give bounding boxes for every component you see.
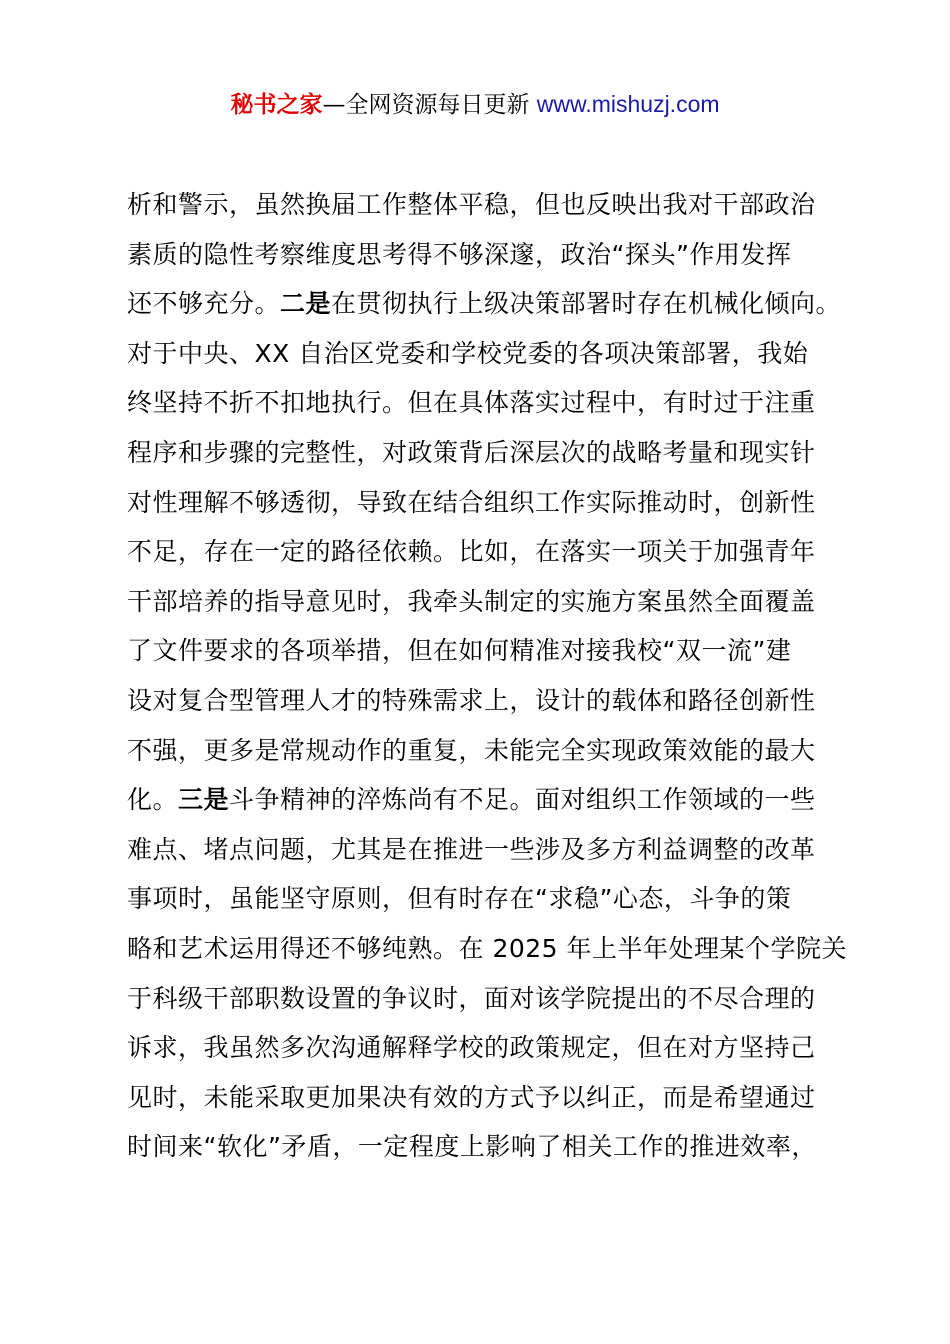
text-segment: 还不够充分。 (127, 289, 281, 319)
text-segment: 终坚持不折不扣地执行。但在具体落实过程中，有时过于注重 (127, 388, 816, 418)
text-segment: 时间来“软化”矛盾，一定程度上影响了相关工作的推进效率， (127, 1132, 817, 1162)
text-line (127, 279, 867, 329)
text-segment: 不强，更多是常规动作的重复，未能完全实现政策效能的最大 (127, 735, 816, 765)
text-line (127, 676, 867, 726)
text-segment: 不足，存在一定的路径依赖。比如，在落实一项关于加强青年 (127, 537, 816, 567)
text-line (127, 230, 867, 280)
site-url-link[interactable]: www.mishuzj.com (536, 91, 720, 117)
text-line (127, 478, 867, 528)
text-segment: 化。 (127, 785, 179, 815)
text-segment: 斗争精神的淬炼尚有不足。面对组织工作领域的一些 (229, 785, 816, 815)
text-segment: 于科级干部职数设置的争议时，面对该学院提出的不尽合理的 (127, 983, 816, 1013)
text-segment: 略和艺术运用得还不够纯熟。在 2025 年上半年处理某个学院关 (127, 933, 848, 963)
text-segment: 诉求，我虽然多次沟通解释学校的政策规定，但在对方坚持己 (127, 1033, 816, 1063)
text-segment: 难点、堵点问题，尤其是在推进一些涉及多方利益调整的改革 (127, 834, 816, 864)
page-header (0, 86, 950, 123)
text-line (127, 428, 867, 478)
text-segment: 了文件要求的各项举措，但在如何精准对接我校“双一流”建 (127, 636, 792, 666)
text-segment: 干部培养的指导意见时，我牵头制定的实施方案虽然全面覆盖 (127, 586, 816, 616)
text-line (127, 527, 867, 577)
text-segment: 设对复合型管理人才的特殊需求上，设计的载体和路径创新性 (127, 685, 816, 715)
document-body (127, 180, 867, 1172)
header-tagline: —全网资源每日更新 (322, 92, 537, 118)
text-line (127, 626, 867, 676)
brand-name: 秘书之家 (230, 92, 323, 118)
text-line (127, 180, 867, 230)
bold-lead-text: 二是 (280, 289, 332, 319)
text-segment: 在贯彻执行上级决策部署时存在机械化倾向。 (331, 289, 842, 319)
text-line (127, 726, 867, 776)
text-segment: 对于中央、XX 自治区党委和学校党委的各项决策部署，我始 (127, 338, 809, 368)
text-line (127, 924, 867, 974)
text-line (127, 874, 867, 924)
text-line (127, 1122, 867, 1172)
text-line (127, 329, 867, 379)
text-line (127, 577, 867, 627)
text-line (127, 1073, 867, 1123)
bold-lead-text: 三是 (178, 785, 230, 815)
text-segment: 见时，未能采取更加果决有效的方式予以纠正，而是希望通过 (127, 1082, 816, 1112)
text-segment: 析和警示，虽然换届工作整体平稳，但也反映出我对干部政治 (127, 190, 816, 219)
text-line (127, 1023, 867, 1073)
text-segment: 事项时，虽能坚守原则，但有时存在“求稳”心态，斗争的策 (127, 884, 792, 914)
text-segment: 对性理解不够透彻，导致在结合组织工作实际推动时，创新性 (127, 487, 816, 517)
text-line (127, 378, 867, 428)
text-segment: 素质的隐性考察维度思考得不够深邃，政治“探头”作用发挥 (127, 239, 792, 269)
text-segment: 程序和步骤的完整性，对政策背后深层次的战略考量和现实针 (127, 437, 816, 467)
text-line (127, 974, 867, 1024)
text-line (127, 775, 867, 825)
text-line (127, 825, 867, 875)
